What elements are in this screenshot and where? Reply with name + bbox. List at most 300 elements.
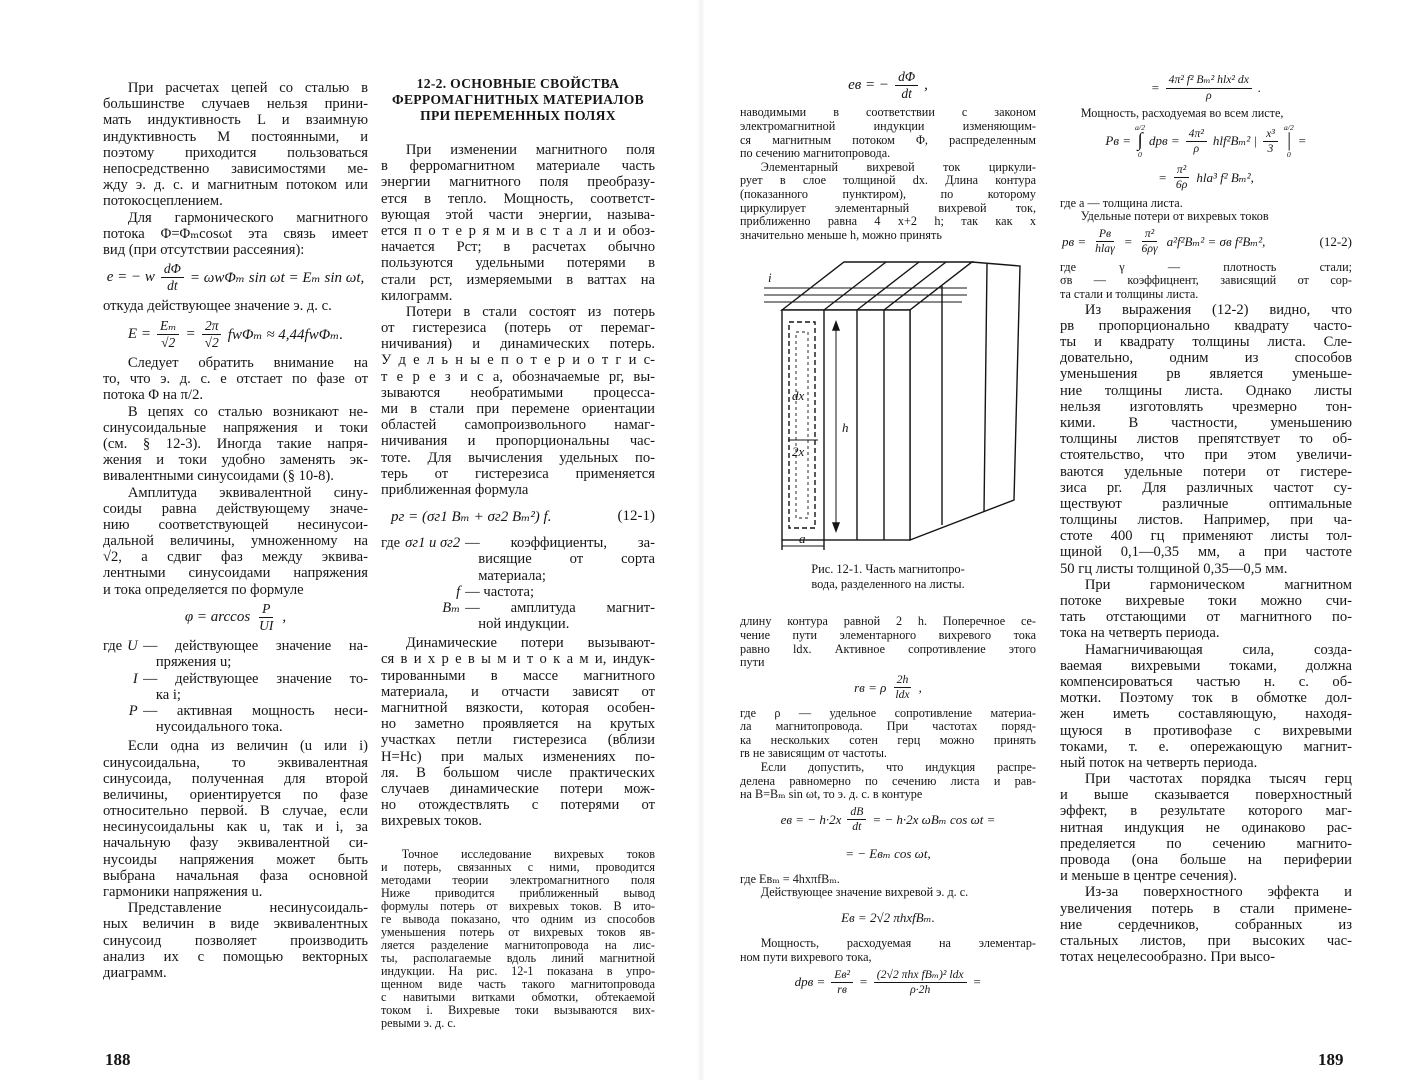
text-line: нусоиды напряжения может быть	[103, 851, 368, 868]
fraction-denominator: ldx	[895, 688, 910, 702]
text-line: довательно, одним из способов	[1060, 350, 1352, 367]
text-line: Мощность, расходуемая на элементар-	[760, 937, 1036, 951]
text-line: приближенная формула	[381, 481, 529, 498]
text-line: где a — толщина листа.	[1060, 196, 1183, 210]
text-line: При изменении магнитного поля	[405, 142, 655, 158]
formula-term: Pв =	[1105, 133, 1132, 149]
formula-term: pг = (σг1 Bₘ + σг2 Bₘ²) f.	[391, 508, 552, 525]
text-line: толщины листов. Например, при ча-	[1060, 512, 1352, 529]
text-line: Если допустить, что индукция распре-	[760, 761, 1036, 775]
paragraph	[740, 106, 1036, 160]
paragraph	[103, 738, 368, 900]
formula-term: e = − w	[106, 269, 155, 286]
text-line: начается Pст; в расчетах обычно	[381, 239, 655, 256]
book-gutter	[697, 0, 705, 1080]
text-line: длину контура равной 2 h. Поперечное се-	[740, 615, 1036, 629]
text-line: толщины листов препятствует то об-	[1060, 431, 1352, 448]
text-line: потоке вихревые токи можно счи-	[1060, 593, 1352, 610]
equation	[381, 501, 655, 531]
text-line: ты, располагаемые вдоль линий магнитной	[381, 951, 655, 965]
text-line: тать отстающими от магнитного по-	[1060, 609, 1352, 626]
text-line: H=Hc) при малых изменениях по-	[381, 748, 655, 765]
formula-term: =	[1150, 80, 1160, 95]
text-line: — частота;	[465, 583, 535, 600]
text-line: где ρ — удельное сопротивление материа-	[740, 706, 1036, 720]
where-keyword	[103, 671, 122, 703]
text-line: областей самопроизвольного намаг-	[381, 417, 655, 434]
variable-definitions	[103, 638, 368, 735]
text-line: равно ldx. Активное сопротивление этого	[740, 642, 1036, 656]
text-line: т е р е з и с а, обозначаемые pг, вы-	[381, 368, 655, 385]
text-line: — амплитуда магнит-	[465, 599, 655, 616]
caption-line: Рис. 12-1. Часть магнитопро-	[811, 562, 965, 577]
formula-term: = − Eвₘ cos ωt,	[845, 845, 931, 861]
text-line: Динамические потери вызывают-	[405, 635, 655, 652]
text-line: ваются удельные потери от гистере-	[1060, 463, 1352, 480]
text-line: ние толщины листа. Однако листы	[1060, 382, 1352, 399]
text-line: ка i;	[155, 686, 181, 703]
paragraph	[740, 161, 1036, 243]
formula-term: =	[1158, 169, 1167, 185]
fraction	[1173, 163, 1190, 192]
text-line: вихревых токов.	[381, 813, 483, 830]
text-line: ревыми э. д. с.	[381, 1016, 456, 1030]
variable-symbol: I	[132, 670, 138, 687]
text-line: лентными синусоидами напряжения	[103, 565, 368, 582]
section-heading	[381, 76, 655, 124]
equation-number: (12-2)	[1319, 233, 1352, 249]
text-line: ничивания и пропорциональны час-	[381, 433, 655, 450]
fraction-denominator: rв	[837, 982, 847, 996]
formula-term: dpв =	[794, 974, 826, 990]
text-line: участках петли гистерезиса (вблизи	[381, 732, 655, 749]
fraction-numerator: π²	[1142, 227, 1157, 242]
current-label: i	[768, 270, 772, 286]
right-page-column-2	[1060, 70, 1352, 965]
fraction-numerator: Pв	[1096, 227, 1114, 242]
paragraph	[381, 142, 655, 304]
paragraph	[1060, 577, 1352, 642]
text-line: (см. § 12-3). Иногда такие напря-	[103, 435, 368, 452]
text-line: ется п о т е р я м и в с т а л и и обоз-	[381, 222, 655, 239]
text-line: материала, и отчасти зависят от	[381, 683, 655, 700]
text-line: и потерь, связанных с ними, проводится	[381, 860, 655, 874]
text-line: Точное исследование вихревых токов	[401, 847, 655, 861]
text-line: приближенно равна 4 x+2 h; так как x	[740, 215, 1036, 229]
text-line: дальной величины, умноженному на	[103, 533, 368, 550]
paragraph	[1060, 884, 1352, 965]
paragraph	[1060, 107, 1352, 121]
text-line: ся магнитным потоком Φ, распределенным	[740, 133, 1036, 147]
text-line: электромагнитной индукции изменяющим-	[740, 119, 1036, 133]
height-label: h	[842, 420, 849, 436]
text-line: где γ — плотность стали;	[1060, 260, 1352, 274]
text-line: циркулирует элементарный вихревой ток,	[740, 201, 1036, 215]
formula-term: fwΦₘ ≈ 4,44fwΦₘ.	[227, 326, 344, 343]
text-line: и тока определяется по формуле	[103, 581, 304, 598]
paragraph	[1060, 261, 1352, 302]
text-line: ществуют различные оптимальные	[1060, 495, 1352, 512]
text-line: синусоидальные напряжения и токи	[103, 419, 368, 436]
text-line: rв не зависящим от частоты.	[740, 747, 887, 761]
variable-description	[143, 671, 368, 703]
equation	[103, 261, 368, 294]
formula-term: = − h·2x ωBₘ cos ωt =	[872, 811, 996, 827]
fraction-numerator: (2√2 πhx fBₘ)² ldx	[874, 968, 967, 983]
formula-term: =	[858, 974, 868, 990]
text-line: При частотах порядка тысяч герц	[1084, 771, 1352, 788]
text-line: делена равномерно по сечению листа и рав-	[740, 774, 1036, 788]
text-line: начальную фазу эквивалентной си-	[103, 835, 368, 852]
fraction-numerator: dB	[847, 805, 866, 820]
text-line: синусоидальна, то эквивалентная	[103, 754, 368, 771]
text-line: ных величин в виде эквивалентных	[103, 916, 368, 933]
text-line: щуюся в противофазе с вихревыми	[1060, 722, 1352, 739]
paragraph	[103, 355, 368, 404]
text-line: стоятельство, что при этом увеличи-	[1060, 447, 1352, 464]
equation	[740, 69, 1036, 102]
fraction-numerator: dΦ	[895, 69, 918, 86]
fraction-denominator: ρ	[1193, 141, 1200, 155]
fraction-numerator: dΦ	[161, 261, 184, 278]
formula-term: dpв =	[1148, 133, 1180, 149]
equation	[740, 839, 1036, 869]
text-line: значительно меньше h, можно принять	[740, 228, 942, 242]
where-keyword	[381, 600, 400, 632]
text-line: жен иметь составляющую, находя-	[1060, 706, 1352, 723]
formula-term: pв =	[1062, 233, 1087, 249]
formula-term: eв = −	[848, 77, 890, 94]
fraction-numerator: π²	[1174, 163, 1189, 178]
text-line: вид (при отсутствии рассеяния):	[103, 241, 305, 258]
text-line: выбрана начальная фаза основной	[103, 867, 368, 884]
upper-limit: a/2	[1283, 122, 1294, 132]
text-line: pв пропорционально квадрату часто-	[1060, 317, 1352, 334]
paragraph	[103, 210, 368, 259]
fraction	[1263, 127, 1278, 156]
text-line: несинусоидальны как u, так и i, за	[103, 819, 368, 836]
variable-definitions	[381, 535, 655, 632]
text-line: Представление несинусоидаль-	[127, 900, 368, 917]
fraction	[874, 968, 967, 997]
text-line: зываются необратимыми процесса-	[381, 384, 655, 401]
equation	[103, 601, 368, 634]
lower-limit: 0	[1138, 149, 1142, 159]
fraction-denominator: UI	[259, 618, 274, 633]
text-line: Потери в стали состоят из потерь	[405, 303, 655, 320]
paragraph	[1060, 210, 1352, 224]
formula-term: =	[185, 325, 196, 342]
text-line: индукции. На рис. 12-1 показана в упро-	[381, 964, 655, 978]
fraction	[1092, 227, 1118, 256]
thickness-label: a	[799, 531, 806, 547]
equation	[740, 903, 1036, 933]
paragraph	[103, 80, 368, 210]
fraction	[157, 318, 180, 351]
fraction-numerator: Eₘ	[157, 318, 180, 335]
formula-term: =	[972, 974, 982, 990]
fraction	[847, 805, 866, 834]
fraction-denominator: 6ρ	[1175, 178, 1188, 192]
formula-term: hla³ f² Bₘ²,	[1196, 169, 1254, 185]
page-number-left: 188	[105, 1050, 131, 1069]
variable-description	[465, 535, 655, 584]
fraction-numerator: 4π² f² Bₘ² hlx² dx	[1166, 73, 1252, 88]
text-line: энергии магнитного поля преобразу-	[381, 174, 655, 191]
paragraph	[1060, 197, 1352, 211]
formula-term: ,	[282, 609, 287, 625]
text-line: и выше сказывается поверхностный	[1060, 787, 1352, 804]
lower-limit: 0	[1286, 149, 1291, 159]
text-line: уменьшения потерь от вихревых токов яв-	[381, 925, 655, 939]
text-line: большинстве случаев нельзя прини-	[103, 96, 368, 113]
text-line: ге вывода показано, что одним из способов	[381, 912, 655, 926]
text-line: Если одна из величин (u или i)	[127, 738, 368, 755]
variable-symbol: σг1 и σг2	[405, 535, 461, 552]
text-line: анализ их с помощью векторных	[103, 948, 368, 965]
formula-term: =	[1297, 133, 1307, 149]
limit-operator: ∫	[1137, 130, 1143, 152]
paragraph	[381, 848, 655, 1030]
two-x-label: 2x	[792, 444, 805, 460]
text-line: ной индукции.	[478, 616, 570, 633]
text-line: материала;	[478, 567, 546, 584]
text-line: формулы потерь от вихревых токов. В ито-	[381, 899, 655, 913]
text-line: — действующее значение то-	[142, 670, 368, 687]
equation	[1060, 73, 1352, 103]
limit-operator: |	[1286, 130, 1292, 152]
fraction	[161, 261, 184, 294]
text-line: ном пути вихревого тока,	[740, 950, 872, 964]
text-line: килограмм.	[381, 287, 453, 304]
text-line: нитная индукция не одинаково рас-	[1060, 819, 1352, 836]
text-line: то, что э. д. с. e отстает по фазе от	[103, 371, 368, 388]
fraction-denominator: 6ργ	[1141, 242, 1158, 256]
text-line: потока Φ=Φₘcosωt эта связь имеет	[103, 225, 368, 242]
formula-term: Eв = 2√2 πhxfBₘ.	[841, 910, 935, 926]
text-line: наводимыми в соответствии с законом	[740, 106, 1036, 120]
text-line: ляется разделение магнитопровода на лис-	[381, 938, 655, 952]
variable-symbol: U	[127, 638, 138, 655]
text-line: тированными в массе магнитного	[381, 667, 655, 684]
paragraph	[740, 615, 1036, 669]
fraction	[202, 318, 222, 351]
equation	[740, 967, 1036, 997]
text-line: током i. Вихревые токи вызываются вих-	[381, 1003, 655, 1017]
text-line: вивалентными синусоидами (§ 10-8).	[103, 468, 334, 485]
fraction-denominator: dt	[901, 86, 912, 102]
paragraph	[103, 404, 368, 485]
text-line: ми в стали при перемене ориентации	[381, 401, 655, 417]
text-line: величины, ориентируется по фазе	[103, 786, 368, 803]
text-line: относительно первой. В случае, если	[103, 803, 368, 820]
equation	[740, 805, 1036, 835]
paragraph	[1060, 642, 1352, 772]
text-line: случаев динамические потери мож-	[381, 780, 655, 797]
text-line: Намагничивающая сила, созда-	[1084, 641, 1352, 658]
text-line: синусоид позволяет производить	[103, 932, 368, 949]
text-line: (показанного пунктиром), по которому	[740, 187, 1036, 201]
text-line: тока на четверть периода.	[1060, 625, 1220, 642]
text-line: зиса pг. Для различных частот су-	[1060, 479, 1352, 496]
text-line: пряжения u;	[155, 654, 232, 671]
text-line: от гистерезиса (потерь от перемаг-	[381, 320, 655, 337]
paragraph	[381, 304, 655, 498]
text-line: вующая этой части энергии, называ-	[381, 206, 655, 223]
text-line: жения и токи удобно заменять эк-	[103, 452, 368, 469]
text-line: Следует обратить внимание на	[127, 355, 368, 371]
paragraph	[1060, 771, 1352, 884]
text-line: σв — коэффицнент, зависящий от сор-	[1060, 274, 1352, 288]
equation	[740, 673, 1036, 703]
paragraph	[740, 707, 1036, 761]
where-keyword: где	[103, 638, 123, 655]
text-line: мать индуктивность L и взаимную	[103, 112, 368, 129]
text-line: висящие от сорта	[478, 551, 655, 568]
text-line: в ферромагнитном материале часть	[381, 158, 655, 175]
fraction-denominator: dt	[167, 278, 178, 294]
limits-symbol	[1135, 124, 1145, 159]
text-line: ется в тепло. Мощность, соответст-	[381, 190, 655, 207]
text-line: пределяется по сечению магнито-	[1060, 835, 1352, 852]
text-line: Ниже приводится приближенный вывод	[381, 886, 655, 900]
heading-line: 12-2. ОСНОВНЫЕ СВОЙСТВА	[416, 76, 620, 91]
text-line: откуда действующее значение э. д. с.	[103, 298, 332, 315]
fraction-numerator: x³	[1263, 127, 1278, 142]
text-line: √2, а сдвиг фаз между эквива-	[103, 549, 368, 566]
text-line: кими. В частности, уменьшению	[1060, 414, 1352, 431]
text-line: чение пути элементарного вихревого тока	[740, 628, 1036, 642]
page-number-right: 189	[1318, 1050, 1344, 1069]
figure-12-1	[740, 250, 1036, 562]
fraction-denominator: dt	[852, 820, 862, 834]
fraction-numerator: 2π	[202, 318, 222, 335]
variable-symbol: Bₘ	[442, 599, 461, 616]
left-page-column-1	[103, 80, 368, 981]
text-line: потока Φ на π/2.	[103, 387, 204, 404]
fraction-denominator: ρ	[1205, 88, 1212, 102]
paragraph	[740, 937, 1036, 964]
equation	[103, 318, 368, 351]
text-line: стали pст, измеряемыми в ваттах на	[381, 271, 655, 288]
where-keyword	[381, 584, 400, 600]
fraction	[1166, 73, 1252, 102]
formula-term: ,	[918, 679, 922, 695]
core-side-face	[910, 262, 1020, 540]
paragraph	[1060, 302, 1352, 577]
fraction	[1186, 127, 1207, 156]
paragraph	[103, 900, 368, 981]
variable-symbol: P	[128, 702, 138, 719]
formula-term: .	[1257, 80, 1262, 95]
equation	[1060, 124, 1352, 159]
text-line: непосредственно зависимостями ме-	[103, 160, 368, 177]
text-line: гармоники напряжения u.	[103, 884, 263, 900]
text-line: где Eвₘ = 4hxπfBₘ.	[740, 872, 840, 886]
text-line: нусоидального тока.	[155, 719, 283, 736]
fraction	[256, 601, 276, 634]
paragraph	[103, 298, 368, 314]
fraction-numerator: P	[259, 601, 273, 618]
text-line: та стали и толщины листа.	[1060, 288, 1199, 302]
limits-symbol	[1284, 124, 1294, 159]
formula-term: =	[1123, 233, 1133, 249]
fraction-numerator: 2h	[894, 673, 912, 688]
variable-symbol: f	[456, 583, 461, 600]
text-line: соиды равна действующему значе-	[103, 500, 368, 517]
text-line: тотах нецелесообразно. При высо-	[1060, 949, 1276, 966]
text-line: токами, т. е. опережающую магнит-	[1060, 738, 1352, 755]
formula-term: ,	[924, 77, 928, 94]
equation-number: (12-1)	[617, 507, 655, 524]
text-line: на B=Bₘ sin ωt, то э. д. с. в контуре	[740, 788, 923, 802]
variable-description	[143, 638, 368, 670]
text-line: с навитыми витками обмотки, обтекаемой	[381, 990, 655, 1004]
upper-limit: a/2	[1135, 122, 1145, 132]
paragraph	[381, 635, 655, 829]
text-line: — действующее значение на-	[142, 638, 368, 655]
text-line: рует в слое толщиной dx. Длина контура	[740, 174, 1036, 188]
text-line: методами теории электромагнитного поля	[381, 873, 655, 887]
text-line: — активная мощность неси-	[142, 702, 368, 719]
fraction	[1139, 227, 1161, 256]
text-line: синусоида, полученная для второй	[103, 770, 368, 787]
text-line: провода (она больше на периферии	[1060, 852, 1352, 869]
fraction-denominator: 3	[1267, 141, 1274, 155]
figure-caption	[740, 562, 1036, 591]
formula-term: rв = ρ	[854, 679, 887, 695]
text-line: ваемая вихревыми токами, должна	[1060, 657, 1352, 674]
text-line: Мощность, расходуемая во всем листе,	[1080, 107, 1284, 120]
text-line: Удельные потери от вихревых токов	[1080, 210, 1269, 224]
formula-term: eв = − h·2x	[780, 811, 842, 827]
text-line: жду э. д. с. и магнитным потоком или	[103, 177, 368, 194]
formula-term: = ωwΦₘ sin ωt = Eₘ sin ωt,	[189, 270, 365, 287]
paragraph	[740, 761, 1036, 802]
fraction-denominator: √2	[161, 334, 176, 350]
text-line: Действующее значение вихревой э. д. с.	[760, 886, 969, 900]
fraction	[892, 673, 912, 702]
paragraph	[740, 886, 1036, 900]
text-line: ся в и х р е в ы м и т о к а м и, индук-	[381, 651, 655, 668]
formula-term: a²f²Bₘ² = σв f²Bₘ²,	[1166, 233, 1266, 249]
text-line: ты и квадрату толщины листа. Сле-	[1060, 334, 1352, 351]
text-line: поэтому приходится пользоваться	[103, 144, 368, 161]
text-line: ничивания) и динамических потерь.	[381, 336, 655, 353]
formula-term: φ = arccos	[184, 609, 251, 625]
heading-line: ФЕРРОМАГНИТНЫХ МАТЕРИАЛОВ	[391, 92, 645, 107]
text-line: и меньше в центре сечения).	[1060, 868, 1238, 885]
equation	[1060, 227, 1352, 257]
text-line: При гармоническом магнитном	[1084, 576, 1352, 593]
text-line: Из выражения (12-2) видно, что	[1084, 301, 1352, 318]
formula-term: E =	[127, 325, 151, 342]
text-line: магнитной вязкости, которая особен-	[381, 700, 655, 717]
where-keyword: где	[381, 535, 401, 552]
formula-term: hlf²Bₘ² |	[1212, 133, 1258, 149]
text-line: пользуются удельными потерями в	[381, 255, 655, 272]
right-page-column-1	[740, 66, 1036, 1001]
fraction	[895, 69, 918, 102]
text-line: увеличения потерь в стали примене-	[1060, 900, 1352, 917]
left-page-column-2	[381, 76, 655, 1030]
text-line: ла магнитопровода. При частотах поряд-	[740, 720, 1036, 734]
text-line: стальных листов, при высоких час-	[1060, 932, 1352, 949]
fraction-numerator: 4π²	[1186, 127, 1207, 142]
laminated-core-figure	[762, 250, 1027, 550]
text-line: щиной 0,1—0,35 мм, а при частоте	[1060, 544, 1352, 561]
text-line: ка нескольких сотен герц можно принять	[740, 733, 1036, 747]
